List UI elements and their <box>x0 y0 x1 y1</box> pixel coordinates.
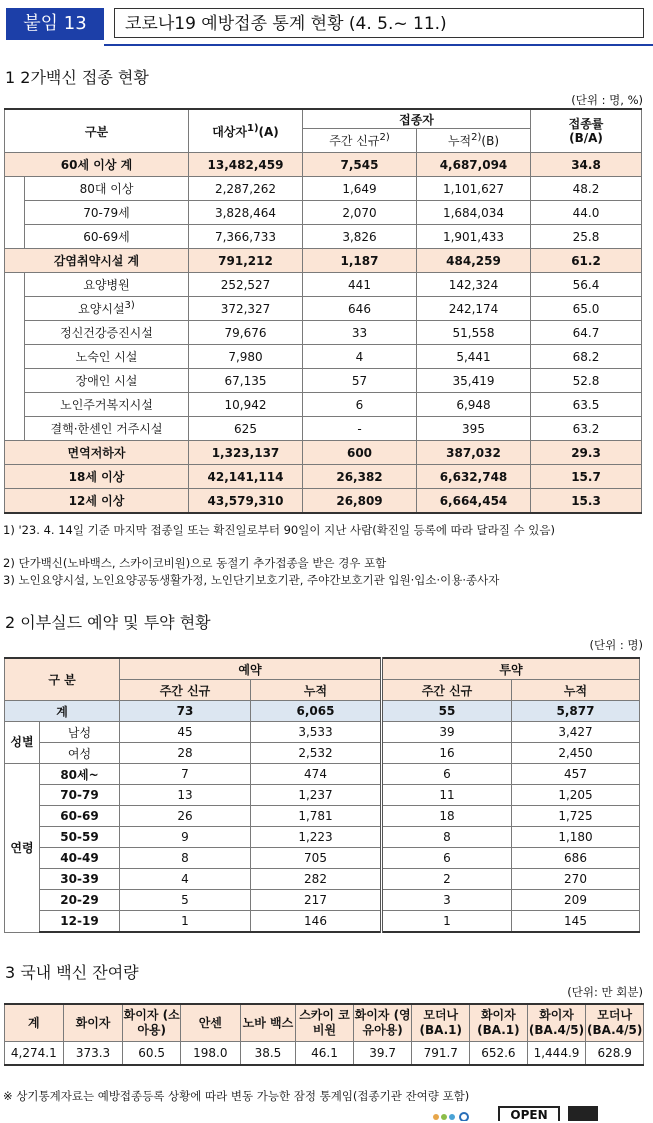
weekly-cell: 1,649 <box>303 177 417 201</box>
adm-weekly-cell: 2 <box>382 869 512 890</box>
table-row <box>5 465 642 489</box>
table-row <box>5 764 640 785</box>
res-cumulative-cell: 705 <box>251 848 382 869</box>
table-row <box>5 911 640 933</box>
cumulative-cell: 242,174 <box>417 297 531 321</box>
cumulative-cell: 4,687,094 <box>417 153 531 177</box>
res-cumulative-cell: 2,532 <box>251 743 382 764</box>
header-pfizer-infant: 화이자 (영유아용) <box>353 1004 412 1042</box>
cumulative-cell: 1,101,627 <box>417 177 531 201</box>
rate-cell: 15.3 <box>531 489 642 514</box>
rate-cell: 61.2 <box>531 249 642 273</box>
row-label: 노숙인 시설 <box>25 345 189 369</box>
res-cumulative-cell: 6,065 <box>251 701 382 722</box>
cumulative-cell: 6,948 <box>417 393 531 417</box>
table-row <box>5 701 640 722</box>
table-row <box>5 869 640 890</box>
section1-title: 1 2가백신 접종 현황 <box>5 68 149 87</box>
target-cell: 67,135 <box>189 369 303 393</box>
row-label: 노인주거복지시설 <box>25 393 189 417</box>
footnote-1: 1) '23. 4. 14일 기준 마지막 접종일 또는 확진일로부터 90일이 지난 사람(확진일 등록에 따라 달라질 수 있음) <box>3 523 555 537</box>
row-label: 18세 이상 <box>5 465 189 489</box>
section2-unit: (단위 : 명) <box>589 638 643 652</box>
cumulative-cell: 395 <box>417 417 531 441</box>
section3-unit: (단위: 만 회분) <box>567 985 643 999</box>
value-cell: 198.0 <box>180 1042 240 1066</box>
table-row <box>5 785 640 806</box>
rate-cell: 48.2 <box>531 177 642 201</box>
res-weekly-cell: 1 <box>120 911 251 933</box>
header-weekly-new: 주간 신규$^{2)}$ <box>303 129 417 153</box>
target-cell: 372,327 <box>189 297 303 321</box>
res-weekly-cell: 13 <box>120 785 251 806</box>
adm-cumulative-cell: 5,877 <box>512 701 640 722</box>
target-cell: 13,482,459 <box>189 153 303 177</box>
header-adm-weekly: 주간 신규 <box>382 680 512 701</box>
res-cumulative-cell: 282 <box>251 869 382 890</box>
row-label: 요양시설$^{3)}$ <box>25 297 189 321</box>
section3-title: 3 국내 백신 잔여량 <box>5 963 139 982</box>
gender-group-label: 성별 <box>5 722 40 764</box>
rate-cell: 25.8 <box>531 225 642 249</box>
adm-weekly-cell: 3 <box>382 890 512 911</box>
adm-cumulative-cell: 270 <box>512 869 640 890</box>
target-cell: 1,323,137 <box>189 441 303 465</box>
res-weekly-cell: 26 <box>120 806 251 827</box>
res-cumulative-cell: 1,781 <box>251 806 382 827</box>
adm-cumulative-cell: 686 <box>512 848 640 869</box>
row-label: 계 <box>5 701 120 722</box>
table-row <box>5 441 642 465</box>
footer-note: ※ 상기통계자료는 예방접종등록 상황에 따라 변동 가능한 잠정 통계임(접종기관 잔여량 포함) <box>3 1089 470 1103</box>
res-cumulative-cell: 1,237 <box>251 785 382 806</box>
weekly-cell: - <box>303 417 417 441</box>
table-row <box>5 827 640 848</box>
value-cell: 652.6 <box>470 1042 528 1066</box>
rate-cell: 56.4 <box>531 273 642 297</box>
table-row <box>5 806 640 827</box>
weekly-cell: 1,187 <box>303 249 417 273</box>
evusheld-table <box>4 657 640 933</box>
row-label: 여성 <box>40 743 120 764</box>
section2-title: 2 이부실드 예약 및 투약 현황 <box>5 613 211 632</box>
row-label: 남성 <box>40 722 120 743</box>
value-cell: 628.9 <box>586 1042 644 1066</box>
table-row <box>5 345 642 369</box>
target-cell: 7,980 <box>189 345 303 369</box>
row-label: 70-79 <box>40 785 120 806</box>
rate-cell: 52.8 <box>531 369 642 393</box>
weekly-cell: 4 <box>303 345 417 369</box>
value-cell: 46.1 <box>296 1042 354 1066</box>
rate-cell: 63.5 <box>531 393 642 417</box>
row-label: 20-29 <box>40 890 120 911</box>
adm-cumulative-cell: 457 <box>512 764 640 785</box>
cumulative-cell: 484,259 <box>417 249 531 273</box>
age-group-label: 연령 <box>5 764 40 933</box>
cumulative-cell: 51,558 <box>417 321 531 345</box>
value-cell: 60.5 <box>123 1042 181 1066</box>
header-res-cumulative: 누적 <box>251 680 382 701</box>
weekly-cell: 33 <box>303 321 417 345</box>
rate-cell: 29.3 <box>531 441 642 465</box>
cumulative-cell: 35,419 <box>417 369 531 393</box>
rate-cell: 34.8 <box>531 153 642 177</box>
adm-cumulative-cell: 145 <box>512 911 640 933</box>
row-label: 30-39 <box>40 869 120 890</box>
weekly-cell: 3,826 <box>303 225 417 249</box>
table-row <box>5 153 642 177</box>
table-row <box>5 225 642 249</box>
res-cumulative-cell: 146 <box>251 911 382 933</box>
weekly-cell: 600 <box>303 441 417 465</box>
adm-weekly-cell: 8 <box>382 827 512 848</box>
table-row <box>5 848 640 869</box>
weekly-cell: 26,382 <box>303 465 417 489</box>
weekly-cell: 2,070 <box>303 201 417 225</box>
header-skycovione: 스카이 코비원 <box>296 1004 354 1042</box>
weekly-cell: 441 <box>303 273 417 297</box>
header-category: 구 분 <box>5 658 120 701</box>
value-cell: 4,274.1 <box>5 1042 64 1066</box>
page-header <box>0 0 653 46</box>
row-label: 40-49 <box>40 848 120 869</box>
value-cell: 38.5 <box>240 1042 296 1066</box>
rate-cell: 63.2 <box>531 417 642 441</box>
adm-weekly-cell: 11 <box>382 785 512 806</box>
header-pfizer: 화이자 <box>63 1004 123 1042</box>
bivalent-vaccination-table <box>4 108 642 514</box>
table-row <box>5 177 642 201</box>
header-target: 대상자$^{1)}$(A) <box>189 109 303 153</box>
target-cell: 252,527 <box>189 273 303 297</box>
row-label: 80대 이상 <box>25 177 189 201</box>
cumulative-cell: 387,032 <box>417 441 531 465</box>
res-weekly-cell: 45 <box>120 722 251 743</box>
table-row <box>5 321 642 345</box>
value-cell: 39.7 <box>353 1042 412 1066</box>
row-label: 12세 이상 <box>5 489 189 514</box>
row-label: 감염취약시설 계 <box>5 249 189 273</box>
rate-cell: 15.7 <box>531 465 642 489</box>
header-total: 계 <box>5 1004 64 1042</box>
row-label: 12-19 <box>40 911 120 933</box>
attachment-badge: 붙임 13 <box>6 8 104 40</box>
adm-cumulative-cell: 209 <box>512 890 640 911</box>
row-label: 60-69 <box>40 806 120 827</box>
table-row <box>5 722 640 743</box>
rate-cell: 44.0 <box>531 201 642 225</box>
header-reservation: 예약 <box>120 658 382 680</box>
res-weekly-cell: 4 <box>120 869 251 890</box>
res-cumulative-cell: 217 <box>251 890 382 911</box>
res-weekly-cell: 8 <box>120 848 251 869</box>
row-label: 결핵·한센인 거주시설 <box>25 417 189 441</box>
row-label: 50-59 <box>40 827 120 848</box>
cumulative-cell: 6,632,748 <box>417 465 531 489</box>
table-row <box>5 249 642 273</box>
footer-logos <box>430 1106 620 1121</box>
rate-cell: 64.7 <box>531 321 642 345</box>
res-cumulative-cell: 3,533 <box>251 722 382 743</box>
value-cell: 791.7 <box>412 1042 470 1066</box>
footnote-3: 3) 노인요양시설, 노인요양공동생활가정, 노인단기보호기관, 주야간보호기관 입원·입소·이용·종사자 <box>3 573 500 587</box>
header-moderna-ba1: 모더나 (BA.1) <box>412 1004 470 1042</box>
res-weekly-cell: 7 <box>120 764 251 785</box>
target-cell: 2,287,262 <box>189 177 303 201</box>
adm-cumulative-cell: 1,205 <box>512 785 640 806</box>
adm-weekly-cell: 1 <box>382 911 512 933</box>
cumulative-cell: 142,324 <box>417 273 531 297</box>
table-row <box>5 369 642 393</box>
dots-logo-icon <box>430 1111 490 1121</box>
header-res-weekly: 주간 신규 <box>120 680 251 701</box>
value-cell: 1,444.9 <box>527 1042 586 1066</box>
row-label: 80세~ <box>40 764 120 785</box>
target-cell: 43,579,310 <box>189 489 303 514</box>
table-row <box>5 489 642 514</box>
table-row <box>5 1042 644 1066</box>
weekly-cell: 26,809 <box>303 489 417 514</box>
row-label: 70-79세 <box>25 201 189 225</box>
adm-weekly-cell: 55 <box>382 701 512 722</box>
table-row <box>5 743 640 764</box>
weekly-cell: 646 <box>303 297 417 321</box>
license-mark-icon <box>568 1106 598 1121</box>
target-cell: 7,366,733 <box>189 225 303 249</box>
header-vaccinated: 접종자 <box>303 109 531 129</box>
adm-weekly-cell: 6 <box>382 848 512 869</box>
row-label: 요양병원 <box>25 273 189 297</box>
page-title: 코로나19 예방접종 통계 현황 (4. 5.~ 11.) <box>114 8 644 38</box>
target-cell: 791,212 <box>189 249 303 273</box>
open-license-logo: OPEN <box>498 1106 560 1121</box>
adm-cumulative-cell: 3,427 <box>512 722 640 743</box>
target-cell: 10,942 <box>189 393 303 417</box>
row-label: 60-69세 <box>25 225 189 249</box>
header-novavax: 노바 백스 <box>240 1004 296 1042</box>
row-label: 정신건강증진시설 <box>25 321 189 345</box>
header-underline <box>104 44 653 46</box>
res-cumulative-cell: 1,223 <box>251 827 382 848</box>
header-pfizer-pediatric: 화이자 (소아용) <box>123 1004 181 1042</box>
res-weekly-cell: 9 <box>120 827 251 848</box>
cumulative-cell: 6,664,454 <box>417 489 531 514</box>
footnote-2: 2) 단가백신(노바백스, 스카이코비원)으로 동절기 추가접종을 받은 경우 포함 <box>3 556 387 570</box>
vaccine-inventory-table <box>4 1003 644 1066</box>
adm-weekly-cell: 16 <box>382 743 512 764</box>
table-row <box>5 201 642 225</box>
adm-weekly-cell: 18 <box>382 806 512 827</box>
adm-cumulative-cell: 1,725 <box>512 806 640 827</box>
adm-cumulative-cell: 1,180 <box>512 827 640 848</box>
weekly-cell: 57 <box>303 369 417 393</box>
header-pfizer-ba1: 화이자 (BA.1) <box>470 1004 528 1042</box>
header-administration: 투약 <box>382 658 640 680</box>
row-label: 60세 이상 계 <box>5 153 189 177</box>
table-row <box>5 393 642 417</box>
target-cell: 42,141,114 <box>189 465 303 489</box>
row-label: 면역저하자 <box>5 441 189 465</box>
res-weekly-cell: 28 <box>120 743 251 764</box>
target-cell: 625 <box>189 417 303 441</box>
table-row <box>5 417 642 441</box>
cumulative-cell: 1,901,433 <box>417 225 531 249</box>
header-adm-cumulative: 누적 <box>512 680 640 701</box>
table-row <box>5 273 642 297</box>
adm-weekly-cell: 6 <box>382 764 512 785</box>
rate-cell: 65.0 <box>531 297 642 321</box>
res-weekly-cell: 73 <box>120 701 251 722</box>
header-janssen: 안센 <box>180 1004 240 1042</box>
res-cumulative-cell: 474 <box>251 764 382 785</box>
cumulative-cell: 1,684,034 <box>417 201 531 225</box>
header-cumulative: 누적$^{2)}$(B) <box>417 129 531 153</box>
value-cell: 373.3 <box>63 1042 123 1066</box>
adm-cumulative-cell: 2,450 <box>512 743 640 764</box>
cumulative-cell: 5,441 <box>417 345 531 369</box>
header-rate: 접종률 (B/A) <box>531 109 642 153</box>
res-weekly-cell: 5 <box>120 890 251 911</box>
table-row <box>5 890 640 911</box>
header-moderna-ba45: 모더나 (BA.4/5) <box>586 1004 644 1042</box>
header-category: 구분 <box>5 109 189 153</box>
section1-unit: (단위 : 명, %) <box>571 93 643 107</box>
adm-weekly-cell: 39 <box>382 722 512 743</box>
target-cell: 3,828,464 <box>189 201 303 225</box>
table-row <box>5 297 642 321</box>
weekly-cell: 7,545 <box>303 153 417 177</box>
weekly-cell: 6 <box>303 393 417 417</box>
row-label: 장애인 시설 <box>25 369 189 393</box>
target-cell: 79,676 <box>189 321 303 345</box>
header-pfizer-ba45: 화이자 (BA.4/5) <box>527 1004 586 1042</box>
rate-cell: 68.2 <box>531 345 642 369</box>
